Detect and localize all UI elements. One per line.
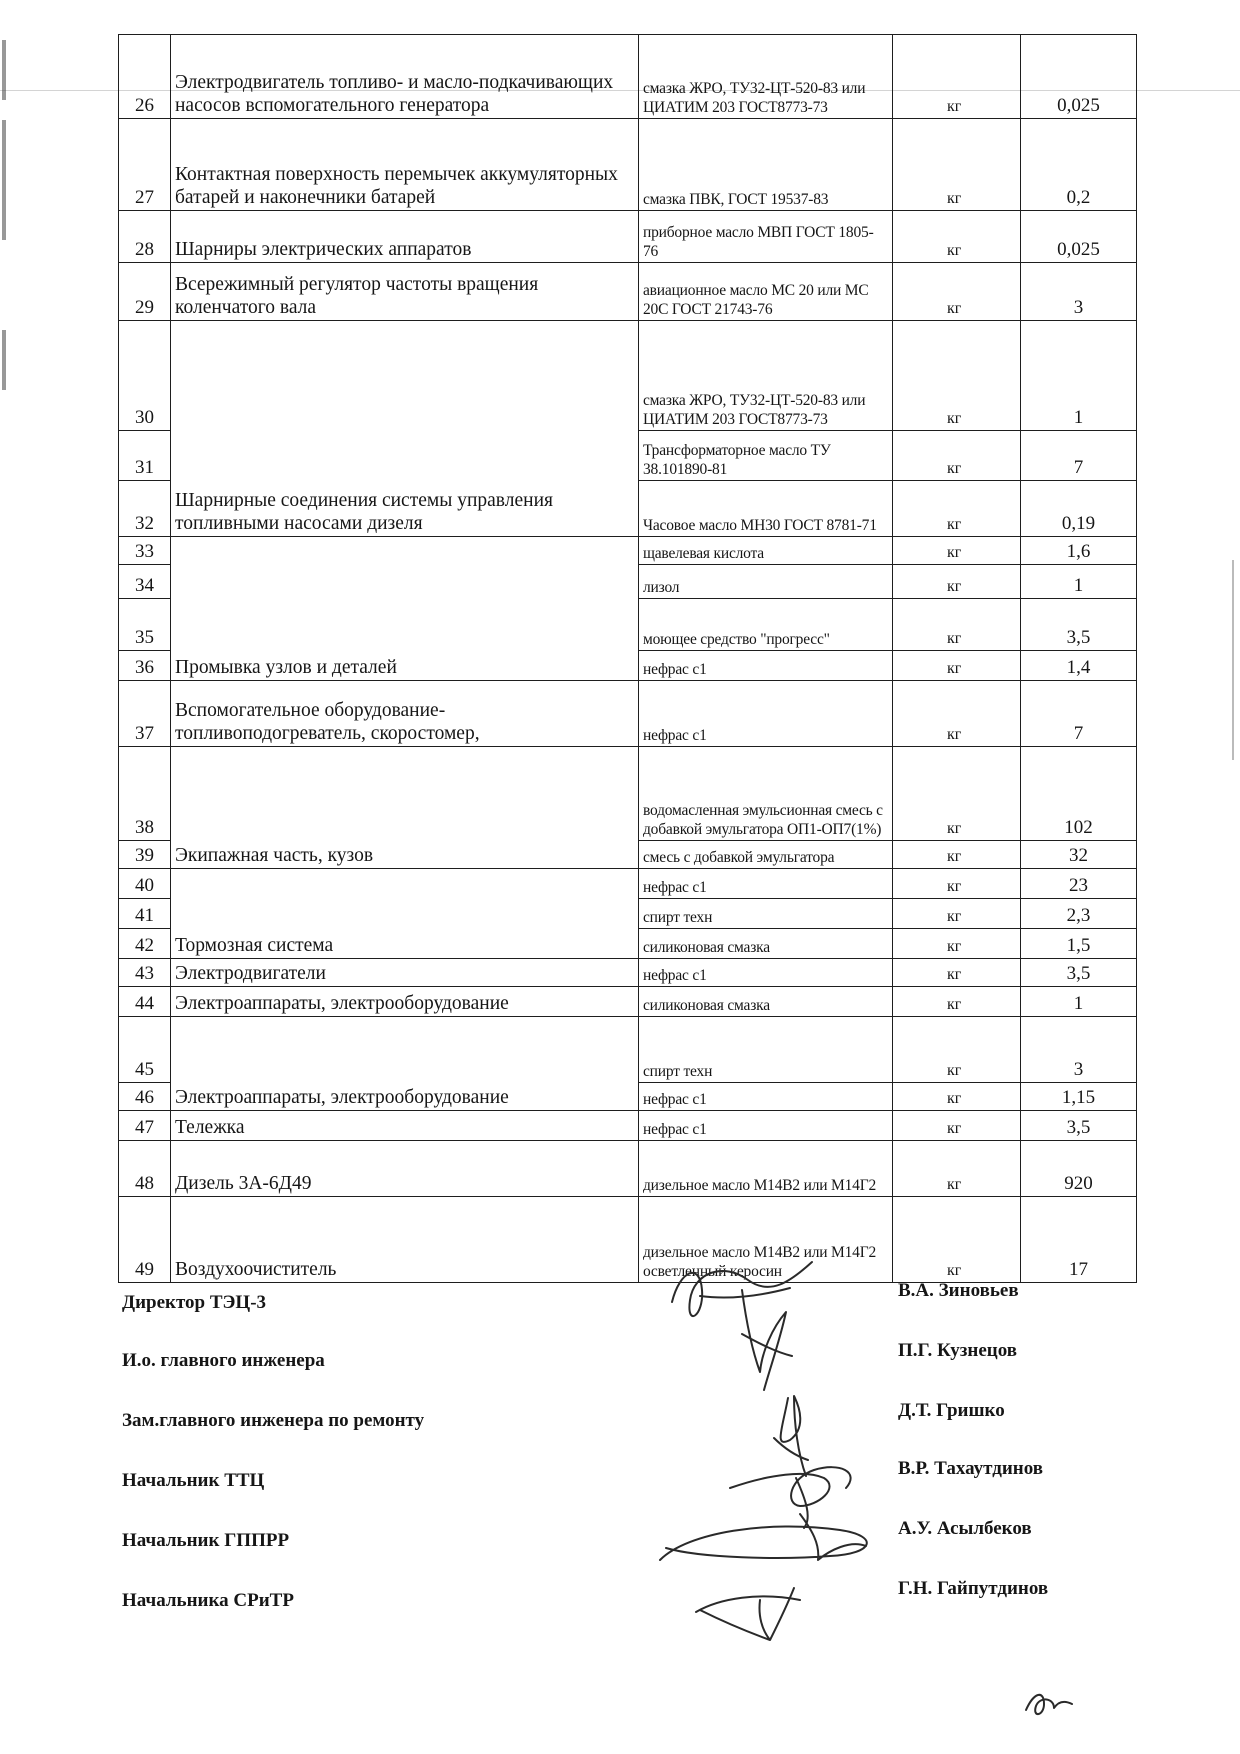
material-cell: нефрас с1 (639, 1083, 893, 1111)
table-row (119, 869, 1137, 899)
unit-cell: кг (893, 599, 1021, 651)
table-row (119, 1141, 1137, 1197)
material-cell: силиконовая смазка (639, 987, 893, 1017)
signatory-name: В.Р. Тахаутдинов (898, 1458, 1044, 1479)
object-cell: Шарнирные соединения системы управления топливными насосами дизеля (171, 321, 639, 537)
material-cell: лизол (639, 565, 893, 599)
row-number: 32 (119, 481, 171, 537)
material-cell: смазка ЖРО, ТУ32-ЦТ-520-83 или ЦИАТИМ 203 ГОСТ8773-73 (639, 35, 893, 119)
signatory-name: А.У. Асылбеков (898, 1518, 1032, 1539)
material-cell: Часовое масло МН30 ГОСТ 8781-71 (639, 481, 893, 537)
unit-cell: кг (893, 681, 1021, 747)
quantity-cell: 17 (1021, 1197, 1137, 1283)
signatory-role: Начальника СРиТР (122, 1590, 294, 1611)
quantity-cell: 0,19 (1021, 481, 1137, 537)
row-number: 41 (119, 899, 171, 929)
material-cell: смесь с добавкой эмульгатора (639, 841, 893, 869)
unit-cell: кг (893, 1083, 1021, 1111)
material-cell: спирт техн (639, 899, 893, 929)
material-cell: дизельное масло М14В2 или М14Г2 осветленный керосин (639, 1197, 893, 1283)
scan-edge-mark (2, 330, 6, 390)
quantity-cell: 7 (1021, 681, 1137, 747)
row-number: 39 (119, 841, 171, 869)
object-cell: Электродвигатели (171, 959, 639, 987)
scan-edge-mark (2, 120, 6, 240)
object-cell: Шарниры электрических аппаратов (171, 211, 639, 263)
quantity-cell: 3,5 (1021, 959, 1137, 987)
table-row (119, 1017, 1137, 1083)
row-number: 40 (119, 869, 171, 899)
quantity-cell: 1,6 (1021, 537, 1137, 565)
quantity-cell: 0,025 (1021, 211, 1137, 263)
row-number: 46 (119, 1083, 171, 1111)
object-cell: Дизель 3А-6Д49 (171, 1141, 639, 1197)
row-number: 42 (119, 929, 171, 959)
unit-cell: кг (893, 481, 1021, 537)
quantity-cell: 1 (1021, 321, 1137, 431)
object-cell: Контактная поверхность перемычек аккумуляторных батарей и наконечники батарей (171, 119, 639, 211)
table-row (119, 321, 1137, 431)
signatory-name: П.Г. Кузнецов (898, 1340, 1018, 1361)
table-row (119, 263, 1137, 321)
object-cell: Воздухоочиститель (171, 1197, 639, 1283)
signatory-role: Начальник ТТЦ (122, 1470, 265, 1491)
material-cell: приборное масло МВП ГОСТ 1805-76 (639, 211, 893, 263)
unit-cell: кг (893, 929, 1021, 959)
quantity-cell: 920 (1021, 1141, 1137, 1197)
quantity-cell: 1 (1021, 565, 1137, 599)
material-cell: дизельное масло М14В2 или М14Г2 (639, 1141, 893, 1197)
unit-cell: кг (893, 1111, 1021, 1141)
quantity-cell: 1,4 (1021, 651, 1137, 681)
quantity-cell: 0,2 (1021, 119, 1137, 211)
quantity-cell: 0,025 (1021, 35, 1137, 119)
table-row (119, 119, 1137, 211)
materials-table (118, 34, 1137, 1283)
signatory-name: Г.Н. Гайпутдинов (898, 1578, 1049, 1599)
table-row (119, 987, 1137, 1017)
scan-edge-mark (2, 40, 6, 100)
row-number: 44 (119, 987, 171, 1017)
unit-cell: кг (893, 211, 1021, 263)
object-cell: Электроаппараты, электрооборудование (171, 1017, 639, 1111)
row-number: 45 (119, 1017, 171, 1083)
scan-edge-mark (1232, 560, 1234, 760)
table-row (119, 681, 1137, 747)
unit-cell: кг (893, 651, 1021, 681)
signature-takhautdinov (730, 1467, 851, 1528)
row-number: 30 (119, 321, 171, 431)
signatory-role: Директор ТЭЦ-3 (122, 1292, 267, 1313)
unit-cell: кг (893, 1197, 1021, 1283)
signature-asylbekov (660, 1514, 867, 1560)
unit-cell: кг (893, 263, 1021, 321)
signature-kuznetsov (742, 1290, 792, 1390)
signatory-name: Д.Т. Гришко (898, 1400, 1005, 1421)
material-cell: нефрас с1 (639, 651, 893, 681)
unit-cell: кг (893, 537, 1021, 565)
table-row (119, 959, 1137, 987)
object-cell: Всережимный регулятор частоты вращения коленчатого вала (171, 263, 639, 321)
row-number: 26 (119, 35, 171, 119)
unit-cell: кг (893, 899, 1021, 929)
unit-cell: кг (893, 987, 1021, 1017)
quantity-cell: 3 (1021, 263, 1137, 321)
initials-mark (1026, 1695, 1072, 1714)
signatory-role: И.о. главного инженера (122, 1350, 325, 1371)
row-number: 31 (119, 431, 171, 481)
signature-grishko (774, 1396, 808, 1476)
material-cell: нефрас с1 (639, 1111, 893, 1141)
unit-cell: кг (893, 747, 1021, 841)
material-cell: нефрас с1 (639, 959, 893, 987)
material-cell: спирт техн (639, 1017, 893, 1083)
quantity-cell: 3,5 (1021, 1111, 1137, 1141)
material-cell: силиконовая смазка (639, 929, 893, 959)
material-cell: авиационное масло МС 20 или МС 20С ГОСТ 21743-76 (639, 263, 893, 321)
row-number: 47 (119, 1111, 171, 1141)
row-number: 29 (119, 263, 171, 321)
material-cell: смазка ЖРО, ТУ32-ЦТ-520-83 или ЦИАТИМ 203 ГОСТ8773-73 (639, 321, 893, 431)
object-cell: Тормозная система (171, 869, 639, 959)
material-cell: смазка ПВК, ГОСТ 19537-83 (639, 119, 893, 211)
row-number: 43 (119, 959, 171, 987)
unit-cell: кг (893, 1017, 1021, 1083)
quantity-cell: 1,5 (1021, 929, 1137, 959)
object-cell: Промывка узлов и деталей (171, 537, 639, 681)
row-number: 37 (119, 681, 171, 747)
row-number: 28 (119, 211, 171, 263)
quantity-cell: 7 (1021, 431, 1137, 481)
signature-gaiputdinov (696, 1588, 800, 1640)
table-row (119, 537, 1137, 565)
table-row (119, 211, 1137, 263)
unit-cell: кг (893, 119, 1021, 211)
material-cell: нефрас с1 (639, 681, 893, 747)
unit-cell: кг (893, 959, 1021, 987)
unit-cell: кг (893, 1141, 1021, 1197)
unit-cell: кг (893, 869, 1021, 899)
object-cell: Электродвигатель топливо- и масло-подкачивающих насосов вспомогательного генератора (171, 35, 639, 119)
signatory-name: В.А. Зиновьев (898, 1280, 1019, 1301)
object-cell: Электроаппараты, электрооборудование (171, 987, 639, 1017)
quantity-cell: 1,15 (1021, 1083, 1137, 1111)
unit-cell: кг (893, 35, 1021, 119)
object-cell: Экипажная часть, кузов (171, 747, 639, 869)
quantity-cell: 23 (1021, 869, 1137, 899)
quantity-cell: 3 (1021, 1017, 1137, 1083)
table-row (119, 747, 1137, 841)
unit-cell: кг (893, 431, 1021, 481)
material-cell: Трансформаторное масло ТУ 38.101890-81 (639, 431, 893, 481)
row-number: 34 (119, 565, 171, 599)
unit-cell: кг (893, 321, 1021, 431)
material-cell: водомасленная эмульсионная смесь с добавкой эмульгатора ОП1-ОП7(1%) (639, 747, 893, 841)
row-number: 36 (119, 651, 171, 681)
quantity-cell: 1 (1021, 987, 1137, 1017)
row-number: 27 (119, 119, 171, 211)
row-number: 38 (119, 747, 171, 841)
table-row (119, 35, 1137, 119)
unit-cell: кг (893, 565, 1021, 599)
quantity-cell: 32 (1021, 841, 1137, 869)
signatory-role: Начальник ГППРР (122, 1530, 290, 1551)
material-cell: нефрас с1 (639, 869, 893, 899)
row-number: 33 (119, 537, 171, 565)
quantity-cell: 102 (1021, 747, 1137, 841)
signatory-role: Зам.главного инженера по ремонту (122, 1410, 425, 1431)
row-number: 49 (119, 1197, 171, 1283)
table-row (119, 1197, 1137, 1283)
quantity-cell: 3,5 (1021, 599, 1137, 651)
table-row (119, 1111, 1137, 1141)
quantity-cell: 2,3 (1021, 899, 1137, 929)
material-cell: моющее средство "прогресс" (639, 599, 893, 651)
row-number: 48 (119, 1141, 171, 1197)
unit-cell: кг (893, 841, 1021, 869)
row-number: 35 (119, 599, 171, 651)
object-cell: Вспомогательное оборудование-топливоподогреватель, скоростомер, (171, 681, 639, 747)
object-cell: Тележка (171, 1111, 639, 1141)
material-cell: щавелевая кислота (639, 537, 893, 565)
